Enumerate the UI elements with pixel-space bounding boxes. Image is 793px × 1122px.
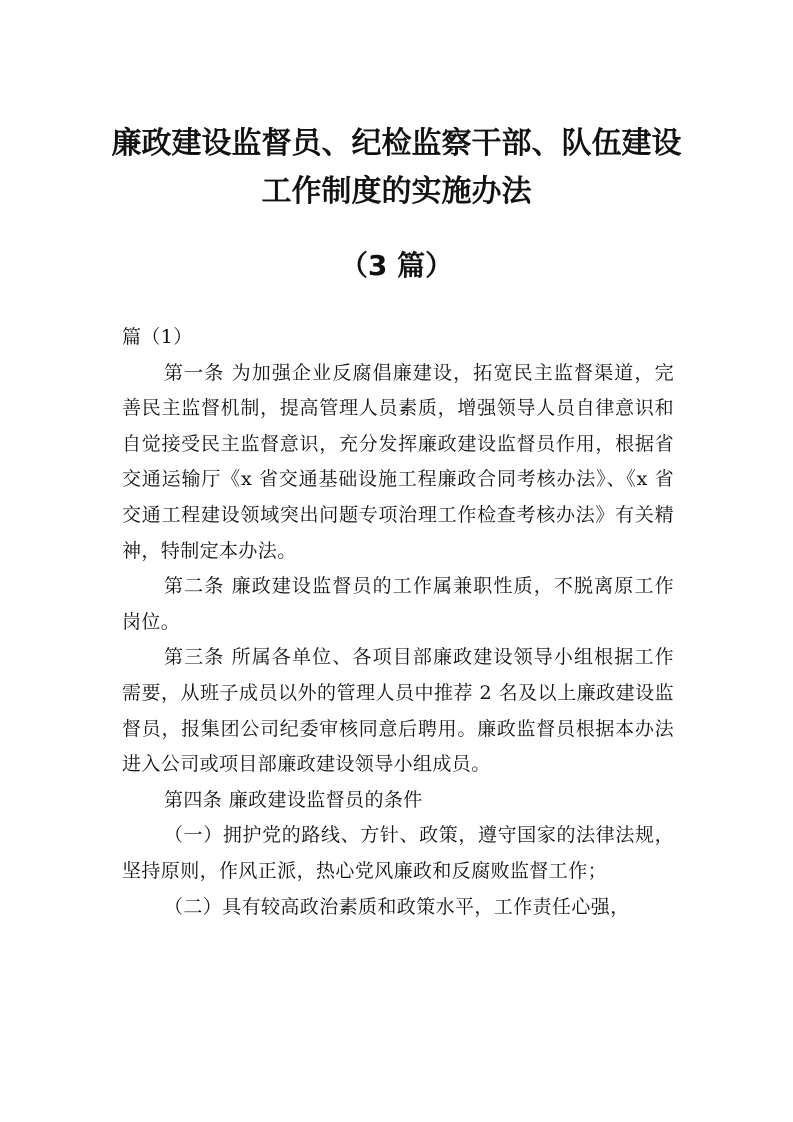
paragraph-article-4: 第四条 廉政建设监督员的条件 [164, 788, 423, 811]
paragraph-article-1: 第一条 为加强企业反腐倡廉建设，拓宽民主监督渠道，完善民主监督机制，提高管理人员素质，增强领导人员自律意识和自觉接受民主监督意识，充分发挥廉政建设监督员作用，根据省交通运输厅《x 省交通基础设施工程廉政合同考核办法》、《x 省交通工程建设领域突出问题专项治理工作检查考核办法》有关精神，特制定本办法。 [122, 361, 674, 562]
document-title-line-1: 廉政建设监督员、纪检监察干部、队伍建设 [111, 126, 682, 161]
document-body [122, 320, 674, 925]
paragraph-article-3: 第三条 所属各单位、各项目部廉政建设领导小组根据工作需要，从班子成员以外的管理人员中推荐 2 名及以上廉政建设监督员，报集团公司纪委审核同意后聘用。廉政监督员根据本办法进入公司或项目部廉政建设领导小组成员。 [122, 646, 674, 776]
section-label: 篇（1） [122, 326, 193, 348]
paragraph-article-2: 第二条 廉政建设监督员的工作属兼职性质，不脱离原工作岗位。 [122, 575, 674, 633]
document-title-line-2: 工作制度的实施办法 [261, 174, 532, 209]
paragraph-item-2: （二）具有较高政治素质和政策水平，工作责任心强， [164, 895, 630, 918]
document-subtitle: （3 篇） [339, 249, 454, 282]
paragraph-item-1: （一）拥护党的路线、方针、政策，遵守国家的法律法规，坚持原则，作风正派，热心党风廉政和反腐败监督工作； [122, 824, 674, 882]
